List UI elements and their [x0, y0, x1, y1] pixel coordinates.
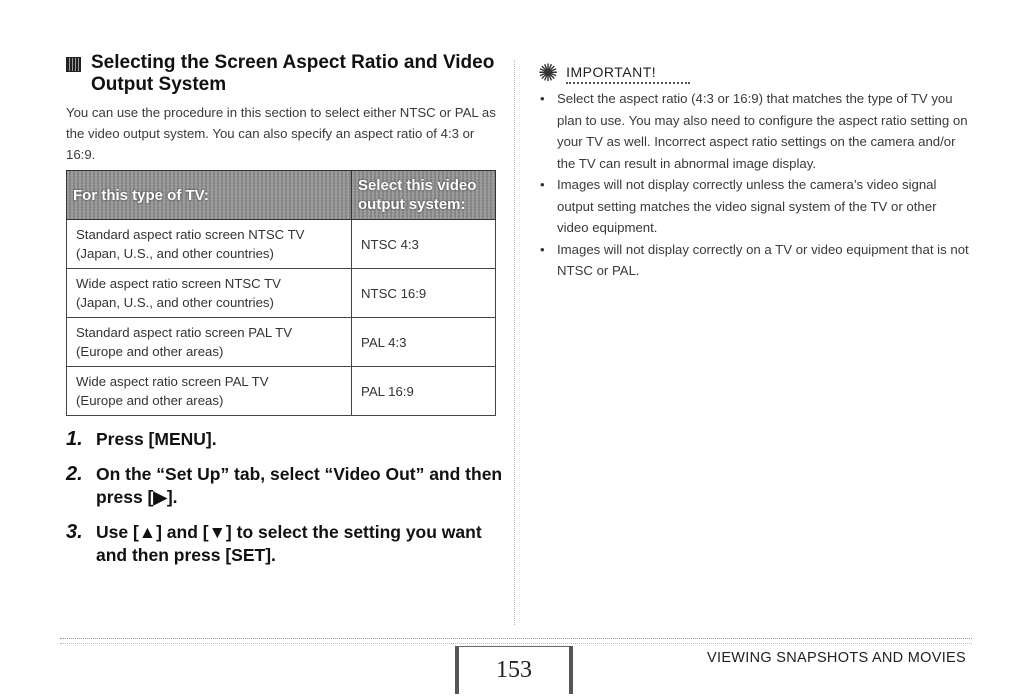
step-number: 3. [66, 521, 83, 543]
table-header-row [67, 171, 496, 220]
table-row [67, 220, 496, 269]
video-system-cell: NTSC 16:9 [352, 269, 496, 318]
step-1 [66, 428, 506, 451]
list-item: • Images will not display correctly on a TV or video equipment that is not NTSC or PAL. [538, 239, 970, 282]
intro-paragraph: You can use the procedure in this section to select either NTSC or PAL as the video output system. You can also specify an aspect ratio of 4:3 or 16:9. [66, 105, 496, 162]
square-bullet-icon [66, 57, 81, 72]
step-text: On the “Set Up” tab, select “Video Out” and then press [▶]. [96, 464, 503, 507]
step-2 [66, 463, 506, 509]
column-divider [514, 60, 515, 625]
important-list [538, 88, 970, 282]
video-system-cell: PAL 4:3 [352, 318, 496, 367]
step-number: 2. [66, 463, 83, 485]
tv-region: (Europe and other areas) [76, 393, 224, 408]
list-item: • Select the aspect ratio (4:3 or 16:9) that matches the type of TV you plan to use. You may also need to configure the aspect ratio setting on your TV as well. Incorrect aspect ratio settings on the camera and/or the TV can result in abnormal image display. [538, 88, 970, 174]
step-number: 1. [66, 428, 83, 450]
tv-type-cell [67, 220, 352, 269]
step-3 [66, 521, 506, 567]
table-header-tv: For this type of TV: [67, 171, 352, 220]
procedure-steps [66, 428, 506, 579]
tv-type: Standard aspect ratio screen NTSC TV [76, 227, 305, 242]
tv-type: Wide aspect ratio screen PAL TV [76, 374, 269, 389]
video-system-cell: NTSC 4:3 [352, 220, 496, 269]
important-header [538, 62, 970, 86]
page-number: 153 [455, 646, 573, 694]
important-title: IMPORTANT! [566, 64, 690, 84]
tv-type: Wide aspect ratio screen NTSC TV [76, 276, 281, 291]
step-text: Use [▲] and [▼] to select the setting you want and then press [SET]. [96, 522, 482, 565]
tv-type-cell [67, 367, 352, 416]
tv-type-cell [67, 269, 352, 318]
tv-region: (Japan, U.S., and other countries) [76, 246, 274, 261]
tv-type-cell [67, 318, 352, 367]
important-box [538, 62, 970, 282]
tv-system-table [66, 170, 496, 416]
important-burst-icon: ✺ [538, 60, 559, 87]
video-system-cell: PAL 16:9 [352, 367, 496, 416]
table-row [67, 367, 496, 416]
chapter-title: VIEWING SNAPSHOTS AND MOVIES [707, 650, 966, 666]
footer-rule [60, 638, 972, 644]
section-heading [66, 52, 496, 96]
tv-region: (Japan, U.S., and other countries) [76, 295, 274, 310]
tv-region: (Europe and other areas) [76, 344, 224, 359]
tv-type: Standard aspect ratio screen PAL TV [76, 325, 293, 340]
table-header-system: Select this video output system: [352, 171, 496, 220]
section-title: Selecting the Screen Aspect Ratio and Video Output System [91, 52, 495, 95]
step-text: Press [MENU]. [96, 429, 217, 449]
list-item: • Images will not display correctly unless the camera’s video signal output setting matches the video signal system of the TV or other video equipment. [538, 174, 970, 239]
table-row [67, 269, 496, 318]
table-row [67, 318, 496, 367]
left-column [66, 52, 496, 408]
